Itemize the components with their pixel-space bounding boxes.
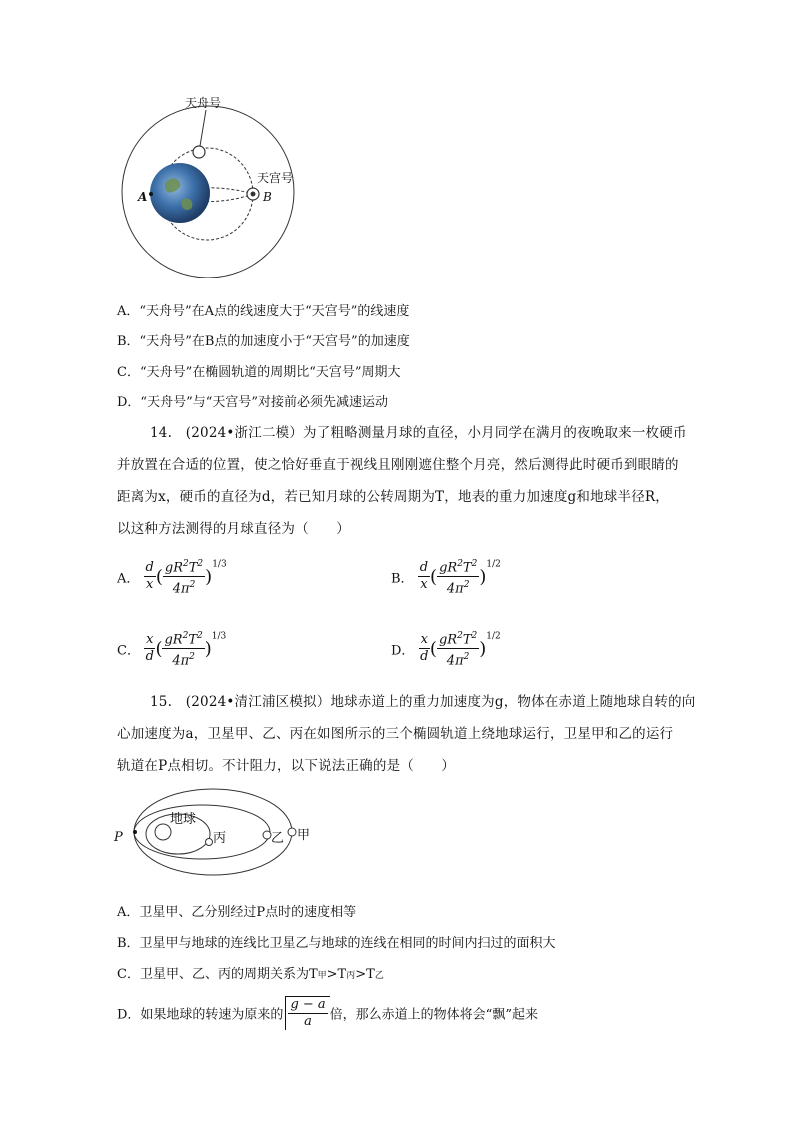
q13-option-a: A．“天舟号”在A点的线速度大于“天宫号”的线速度 xyxy=(117,304,410,319)
satellite-jia-icon xyxy=(288,828,296,836)
earth-icon xyxy=(150,163,210,223)
q14-line-3: 距离为x，硬币的直径为d，若已知月球的公转周期为T，地表的重力加速度g和地球半径R， xyxy=(117,489,669,505)
q15-option-b: B．卫星甲与地球的连线比卫星乙与地球的连线在相同的时间内扫过的面积大 xyxy=(117,936,556,951)
q14-line-2: 并放置在合适的位置，使之恰好垂直于视线且刚刚遮住整个月亮，然后测得此时硬币到眼睛的 xyxy=(117,457,679,473)
q14-option-a: A． $\frac{d}{x}$ ( $\frac{gR^2T^2}{4\pi^2}$ )$^{1/3}$ xyxy=(117,556,227,598)
q14-option-b: B． $\frac{d}{x}$ ( $\frac{gR^2T^2}{4\pi^2}$ )$^{1/2}$ xyxy=(391,556,501,598)
earth-circle xyxy=(155,824,171,840)
q14-option-d: D． $\frac{x}{d}$ ( $\frac{gR^2T^2}{4\pi^2}$ )$^{1/2}$ xyxy=(391,628,501,670)
q15-line-1: 15. (2024•清江浦区模拟）地球赤道上的重力加速度为g，物体在赤道上随地球自转的向 xyxy=(150,694,696,710)
q15-option-d: D．如果地球的转速为原来的 $\frac{g - a}{a}$ 倍，那么赤道上的物体将会“飘”起来 xyxy=(117,997,538,1029)
q15-line-2: 心加速度为a，卫星甲、乙、丙在如图所示的三个椭圆轨道上绕地球运行，卫星甲和乙的运行 xyxy=(117,726,674,742)
q15-option-c: C．卫星甲、乙、丙的周期关系为T甲>T丙>T乙 xyxy=(117,967,384,982)
q14-line-4: 以这种方法测得的月球直径为（ ） xyxy=(117,521,350,537)
label-jia: 甲 xyxy=(297,828,311,843)
orbit-yi xyxy=(134,805,270,859)
label-earth: 地球 xyxy=(170,812,197,827)
label-A: A xyxy=(138,190,148,204)
label-B: B xyxy=(263,190,272,204)
q15-line-3: 轨道在P点相切。不计阻力，以下说法正确的是（ ） xyxy=(117,758,456,774)
label-tianzhou: 天舟号 xyxy=(185,96,222,110)
tianzhou-icon xyxy=(193,146,205,158)
q14-line-1: 14. (2024•浙江二模）为了粗略测量月球的直径，小月同学在满月的夜晚取来一枚硬币 xyxy=(150,425,687,441)
q13-option-d: D．“天舟号”与“天宫号”对接前必须先减速运动 xyxy=(117,395,389,410)
q14-option-c: C． $\frac{x}{d}$ ( $\frac{gR^2T^2}{4\pi^2}$ )$^{1/3}$ xyxy=(117,628,226,670)
label-bing: 丙 xyxy=(213,831,227,846)
label-tiangong: 天宫号 xyxy=(257,171,294,185)
label-yi: 乙 xyxy=(271,831,285,846)
q15-option-a: A．卫星甲、乙分别经过P点时的速度相等 xyxy=(117,905,357,920)
q13-option-c: C．“天舟号”在椭圆轨道的周期比“天宫号”周期大 xyxy=(117,365,401,380)
q13-option-b: B．“天舟号”在B点的加速度小于“天宫号”的加速度 xyxy=(117,334,410,349)
orbit-figure xyxy=(110,88,330,278)
satellite-yi-icon xyxy=(263,831,271,839)
satellite-bing-icon xyxy=(206,839,213,846)
label-P: P xyxy=(114,830,123,845)
